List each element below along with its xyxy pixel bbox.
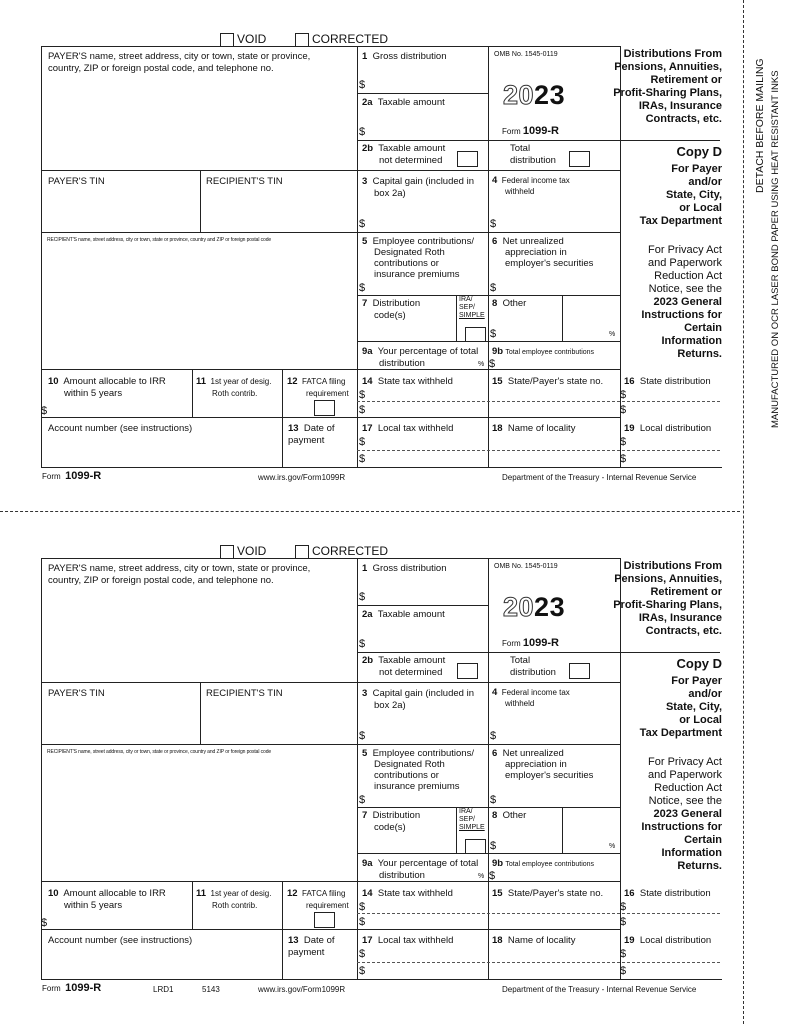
state-distribution-field-2[interactable] (629, 403, 720, 416)
footer-code-1: LRD1 (153, 985, 174, 994)
box5-label-2: Designated Roth (374, 247, 445, 258)
box17-dollar-1: $ (359, 948, 366, 960)
locality-name-field-1[interactable] (490, 948, 619, 961)
box16-label: 16 State distribution (624, 888, 711, 899)
local-distribution-field-2[interactable] (629, 964, 720, 978)
payer-tin-label: PAYER'S TIN (48, 688, 105, 699)
box7-label: 7 Distribution (362, 298, 421, 309)
box9a-label: 9a Your percentage of total (362, 858, 479, 869)
omb-number: OMB No. 1545-0119 (494, 51, 558, 58)
recipient-name-label: RECIPIENT'S name, street address, city or town, state or province, country and ZIP or foreign postal code (47, 749, 272, 755)
footer-form-id: Form 1099-R (42, 470, 102, 482)
box5-dollar: $ (359, 794, 366, 806)
local-distribution-field-1[interactable] (629, 436, 720, 449)
account-number-label: Account number (see instructions) (48, 423, 193, 434)
box8-percent: % (609, 331, 616, 338)
gross-distribution-field[interactable] (368, 576, 486, 604)
box10-label: 10 Amount allocable to IRR (48, 376, 166, 387)
box3-label: 3 Capital gain (included in (362, 688, 474, 699)
state-payer-no-field-2[interactable] (490, 403, 619, 416)
payer-name-field[interactable] (42, 588, 356, 680)
box9b-dollar: $ (489, 870, 496, 882)
box19-dollar-1: $ (620, 436, 627, 448)
manufactured-notice: MANUFACTURED ON OCR LASER BOND PAPER USING HEAT RESISTANT INKS (770, 70, 781, 428)
taxable-not-determined-checkbox[interactable] (457, 151, 478, 167)
footer-url: www.irs.gov/Form1099R (258, 985, 346, 994)
recipient-tin-field[interactable] (201, 188, 356, 231)
omb-number: OMB No. 1545-0119 (494, 563, 558, 570)
total-distribution-label: Total (510, 143, 531, 154)
box1-label: 1 Gross distribution (362, 563, 447, 574)
box3-dollar: $ (359, 730, 366, 742)
box4-dollar: $ (490, 218, 497, 230)
box16-dollar-2: $ (620, 916, 627, 928)
state-tax-withheld-field-2[interactable] (368, 403, 486, 416)
box19-dollar-1: $ (620, 948, 627, 960)
box6-label-2: appreciation in (505, 759, 567, 770)
box7-label-2: code(s) (374, 822, 406, 833)
tax-year: 2023 (503, 592, 566, 622)
box11-label-2: Roth contrib. (212, 389, 258, 398)
void-checkbox[interactable] (220, 33, 234, 47)
box17-label: 17 Local tax withheld (362, 935, 454, 946)
copy-d-label: Copy D (676, 144, 722, 159)
fatca-checkbox[interactable] (314, 400, 335, 416)
box10-label: 10 Amount allocable to IRR (48, 888, 166, 899)
locality-name-field-2[interactable] (490, 964, 619, 978)
box1-label: 1 Gross distribution (362, 51, 447, 62)
box4-label-2: withheld (505, 699, 535, 708)
void-label: VOID (237, 544, 267, 558)
corrected-checkbox[interactable] (295, 545, 309, 559)
box18-label: 18 Name of locality (492, 935, 576, 946)
box4-dollar: $ (490, 730, 497, 742)
box14-label: 14 State tax withheld (362, 888, 453, 899)
box9a-label: 9a Your percentage of total (362, 346, 479, 357)
box12-label-2: requirement (306, 901, 349, 910)
state-tax-withheld-field-1[interactable] (368, 900, 486, 912)
box5-label-4: insurance premiums (374, 781, 460, 792)
other-percent-field[interactable] (564, 311, 607, 340)
capital-gain-field[interactable] (368, 712, 486, 743)
box17-dollar-2: $ (359, 965, 366, 977)
box9b-dollar: $ (489, 358, 496, 370)
payer-tin-field[interactable] (42, 700, 199, 743)
box8-dollar: $ (490, 328, 497, 340)
void-label: VOID (237, 32, 267, 46)
recipient-tin-label: RECIPIENT'S TIN (206, 176, 283, 187)
ira-sep-simple-label: IRA/ SEP/ SIMPLE (459, 808, 485, 831)
box11-label: 11 1st year of desig. (196, 376, 272, 387)
total-distribution-label-2: distribution (510, 155, 556, 166)
box5-label-2: Designated Roth (374, 759, 445, 770)
box9a-label-2: distribution (379, 358, 425, 369)
other-percent-field[interactable] (564, 823, 607, 852)
form-title-lines: Distributions From Pensions, Annuities, Retirement or Profit-Sharing Plans, IRAs, Insurance Contracts, etc. (613, 48, 722, 125)
local-tax-withheld-field-2[interactable] (368, 452, 486, 466)
box5-label-3: contributions or (374, 258, 439, 269)
box6-dollar: $ (490, 282, 497, 294)
box5-label: 5 Employee contributions/ (362, 236, 474, 247)
box1-dollar: $ (359, 591, 366, 603)
irr-amount-field[interactable] (50, 400, 190, 416)
box2a-label: 2a Taxable amount (362, 609, 445, 620)
box2a-dollar: $ (359, 126, 366, 138)
box16-label: 16 State distribution (624, 376, 711, 387)
box6-label-2: appreciation in (505, 247, 567, 258)
employee-contributions-field[interactable] (368, 281, 486, 294)
recipient-tin-field[interactable] (201, 700, 356, 743)
box3-label: 3 Capital gain (included in (362, 176, 474, 187)
box3-label-2: box 2a) (374, 188, 406, 199)
corrected-checkbox[interactable] (295, 33, 309, 47)
box9b-label: 9b Total employee contributions (492, 858, 595, 869)
box9a-percent: % (478, 873, 485, 880)
privacy-notice: For Privacy Act and Paperwork Reduction Act Notice, see the 2023 General Instructions for Certain Information Returns. (641, 756, 722, 872)
capital-gain-field[interactable] (368, 200, 486, 231)
box4-label-2: withheld (505, 187, 535, 196)
box2b-label: 2b Taxable amount (362, 655, 446, 666)
form-id-label: Form 1099-R (502, 637, 559, 649)
box18-label: 18 Name of locality (492, 423, 576, 434)
payer-name-label: PAYER'S name, street address, city or town, state or province, (48, 51, 311, 62)
box8-label: 8 Other (492, 298, 527, 309)
copy-d-label: Copy D (676, 656, 722, 671)
box4-label: 4 Federal income tax (492, 687, 570, 698)
state-tax-withheld-field-1[interactable] (368, 388, 486, 400)
distribution-code-field[interactable] (368, 834, 454, 852)
federal-tax-withheld-field[interactable] (499, 200, 618, 231)
payer-name-label-2: country, ZIP or foreign postal code, and telephone no. (48, 575, 274, 586)
box9a-label-2: distribution (379, 870, 425, 881)
detach-line (0, 511, 740, 512)
box4-label: 4 Federal income tax (492, 175, 570, 186)
box19-label: 19 Local distribution (624, 423, 712, 434)
federal-tax-withheld-field[interactable] (499, 712, 618, 743)
employee-contributions-field[interactable] (368, 793, 486, 806)
box2a-label: 2a Taxable amount (362, 97, 445, 108)
box8-label: 8 Other (492, 810, 527, 821)
date-of-payment-field[interactable] (284, 447, 356, 466)
box17-label: 17 Local tax withheld (362, 423, 454, 434)
ira-sep-simple-checkbox[interactable] (465, 327, 486, 342)
payer-tin-label: PAYER'S TIN (48, 176, 105, 187)
state-payer-no-field-2[interactable] (490, 915, 619, 928)
box14-label: 14 State tax withheld (362, 376, 453, 387)
other-amount-field[interactable] (499, 823, 561, 852)
footer-code-2: 5143 (202, 985, 220, 994)
irr-amount-field[interactable] (50, 912, 190, 928)
box14-dollar-1: $ (359, 901, 366, 913)
box13-label: 13 Date of (288, 935, 335, 946)
box17-dollar-2: $ (359, 453, 366, 465)
gross-distribution-field[interactable] (368, 64, 486, 92)
payer-tin-field[interactable] (42, 188, 199, 231)
box9a-percent: % (478, 361, 485, 368)
copy-for-lines: For Payer and/or State, City, or Local Tax Department (639, 675, 722, 739)
box7-label: 7 Distribution (362, 810, 421, 821)
state-distribution-field-1[interactable] (629, 388, 720, 400)
form-title-lines: Distributions From Pensions, Annuities, Retirement or Profit-Sharing Plans, IRAs, Insurance Contracts, etc. (613, 560, 722, 637)
first-year-roth-field[interactable] (194, 400, 280, 416)
box13-label: 13 Date of (288, 423, 335, 434)
box19-label: 19 Local distribution (624, 935, 712, 946)
corrected-label: CORRECTED (312, 32, 389, 46)
distribution-code-field[interactable] (368, 322, 454, 340)
box5-label-3: contributions or (374, 770, 439, 781)
box6-label-3: employer's securities (505, 258, 594, 269)
locality-name-field-1[interactable] (490, 436, 619, 449)
box19-dollar-2: $ (620, 453, 627, 465)
first-year-roth-field[interactable] (194, 912, 280, 928)
box11-label: 11 1st year of desig. (196, 888, 272, 899)
copy-for-lines: For Payer and/or State, City, or Local Tax Department (639, 163, 722, 227)
locality-name-field-2[interactable] (490, 452, 619, 466)
footer-department: Department of the Treasury - Internal Revenue Service (502, 985, 697, 994)
box5-label-4: insurance premiums (374, 269, 460, 280)
local-distribution-field-2[interactable] (629, 452, 720, 466)
form-id-label: Form 1099-R (502, 125, 559, 137)
detach-before-mailing: DETACH BEFORE MAILING (754, 58, 766, 193)
recipient-name-field[interactable] (42, 246, 356, 368)
box15-label: 15 State/Payer's state no. (492, 376, 604, 387)
box16-dollar-1: $ (620, 901, 627, 913)
account-number-field[interactable] (42, 436, 281, 466)
box14-dollar-2: $ (359, 916, 366, 928)
box12-label: 12 FATCA filing (287, 888, 346, 899)
state-payer-no-field-1[interactable] (490, 388, 619, 400)
form-1099r-copy-d-bottom (0, 512, 791, 1024)
box3-dollar: $ (359, 218, 366, 230)
payer-name-field[interactable] (42, 76, 356, 168)
box6-label: 6 Net unrealized (492, 748, 564, 759)
footer-url: www.irs.gov/Form1099R (258, 473, 346, 482)
box13-label-2: payment (288, 947, 325, 958)
box6-label: 6 Net unrealized (492, 236, 564, 247)
box1-dollar: $ (359, 79, 366, 91)
account-number-field[interactable] (42, 948, 281, 978)
recipient-name-label: RECIPIENT'S name, street address, city or town, state or province, country and ZIP or foreign postal code (47, 237, 272, 243)
other-amount-field[interactable] (499, 311, 561, 340)
box10-label-2: within 5 years (64, 900, 123, 911)
box16-dollar-2: $ (620, 404, 627, 416)
box14-dollar-2: $ (359, 404, 366, 416)
box10-dollar: $ (41, 405, 48, 417)
corrected-label: CORRECTED (312, 544, 389, 558)
box8-dollar: $ (490, 840, 497, 852)
privacy-notice: For Privacy Act and Paperwork Reduction Act Notice, see the 2023 General Instructions for Certain Information Returns. (641, 244, 722, 360)
box14-dollar-1: $ (359, 389, 366, 401)
footer-form-id: Form 1099-R (42, 982, 102, 994)
box9b-label: 9b Total employee contributions (492, 346, 595, 357)
account-number-label: Account number (see instructions) (48, 935, 193, 946)
local-tax-withheld-field-1[interactable] (368, 436, 486, 449)
box13-label-2: payment (288, 435, 325, 446)
box16-dollar-1: $ (620, 389, 627, 401)
vertical-detach-line (743, 0, 744, 1024)
box2b-label-2: not determined (379, 667, 443, 678)
local-tax-withheld-field-1[interactable] (368, 948, 486, 961)
fatca-checkbox[interactable] (314, 912, 335, 928)
box8-percent: % (609, 843, 616, 850)
void-checkbox[interactable] (220, 545, 234, 559)
box5-label: 5 Employee contributions/ (362, 748, 474, 759)
state-payer-no-field-1[interactable] (490, 900, 619, 912)
box15-label: 15 State/Payer's state no. (492, 888, 604, 899)
total-distribution-label-2: distribution (510, 667, 556, 678)
box17-dollar-1: $ (359, 436, 366, 448)
footer-department: Department of the Treasury - Internal Revenue Service (502, 473, 697, 482)
net-unrealized-appreciation-field[interactable] (499, 793, 618, 806)
tax-year: 2023 (503, 80, 566, 110)
ira-sep-simple-checkbox[interactable] (465, 839, 486, 854)
net-unrealized-appreciation-field[interactable] (499, 281, 618, 294)
taxable-not-determined-checkbox[interactable] (457, 663, 478, 679)
box5-dollar: $ (359, 282, 366, 294)
total-distribution-label: Total (510, 655, 531, 666)
box10-label-2: within 5 years (64, 388, 123, 399)
recipient-name-field[interactable] (42, 758, 356, 880)
total-distribution-checkbox[interactable] (569, 663, 590, 679)
ira-sep-simple-label: IRA/ SEP/ SIMPLE (459, 296, 485, 319)
state-tax-withheld-field-2[interactable] (368, 915, 486, 928)
box12-label: 12 FATCA filing (287, 376, 346, 387)
box12-label-2: requirement (306, 389, 349, 398)
total-distribution-checkbox[interactable] (569, 151, 590, 167)
box7-label-2: code(s) (374, 310, 406, 321)
box2b-label: 2b Taxable amount (362, 143, 446, 154)
box3-label-2: box 2a) (374, 700, 406, 711)
box19-dollar-2: $ (620, 965, 627, 977)
state-distribution-field-1[interactable] (629, 900, 720, 912)
box6-label-3: employer's securities (505, 770, 594, 781)
box10-dollar: $ (41, 917, 48, 929)
recipient-tin-label: RECIPIENT'S TIN (206, 688, 283, 699)
local-tax-withheld-field-2[interactable] (368, 964, 486, 978)
box2b-label-2: not determined (379, 155, 443, 166)
box2a-dollar: $ (359, 638, 366, 650)
payer-name-label: PAYER'S name, street address, city or town, state or province, (48, 563, 311, 574)
payer-name-label-2: country, ZIP or foreign postal code, and telephone no. (48, 63, 274, 74)
state-distribution-field-2[interactable] (629, 915, 720, 928)
box11-label-2: Roth contrib. (212, 901, 258, 910)
box6-dollar: $ (490, 794, 497, 806)
taxable-amount-field[interactable] (368, 110, 486, 139)
taxable-amount-field[interactable] (368, 622, 486, 651)
date-of-payment-field[interactable] (284, 959, 356, 978)
local-distribution-field-1[interactable] (629, 948, 720, 961)
